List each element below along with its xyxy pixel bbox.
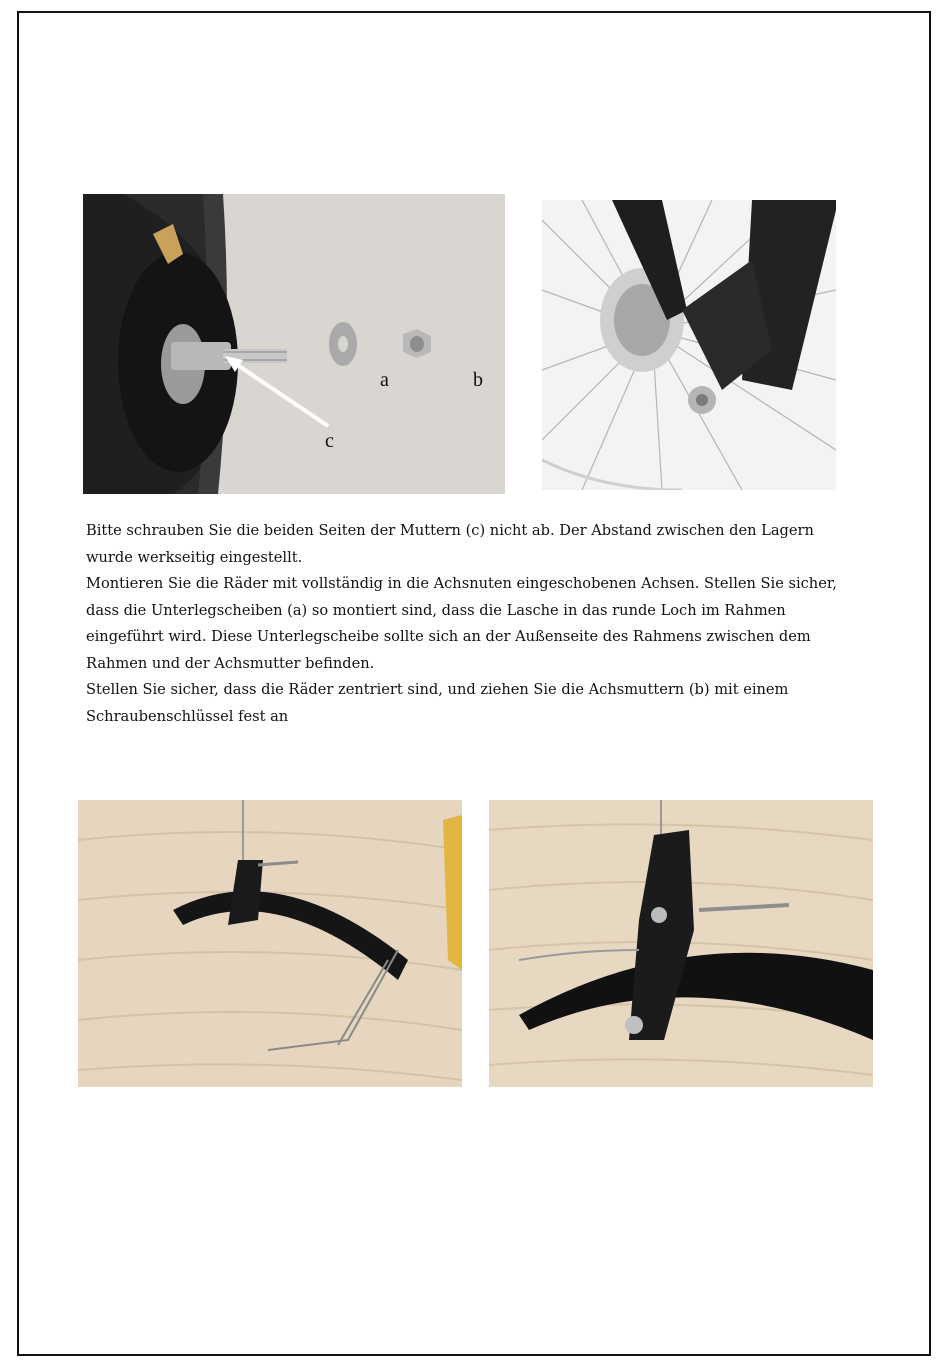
fender-brake-photo bbox=[78, 800, 462, 1087]
assembly-instructions bbox=[86, 518, 846, 730]
label-nut-b: b bbox=[473, 369, 483, 391]
instruction-washers: Montieren Sie die Räder mit vollständig in die Achsnuten eingeschobenen Achsen. Stellen Sie sicher, dass die Unterlegscheiben (a) so montiert sind, dass die Lasche in das runde Loch im Rahmen eingeführt wird. Diese Unterlegscheibe sollte sich an der Außenseite des Rahmens zwischen dem Rahmen und der Achsmutter befinden. bbox=[86, 575, 837, 672]
instruction-nuts: Bitte schrauben Sie die beiden Seiten der Muttern (c) nicht ab. Der Abstand zwischen den Lagern wurde werkseitig eingestellt. bbox=[86, 522, 814, 566]
label-nuts-c: c bbox=[325, 430, 334, 452]
fork-hub-photo bbox=[542, 200, 836, 490]
instruction-tighten: Stellen Sie sicher, dass die Räder zentriert sind, und ziehen Sie die Achsmuttern (b) mit einem Schraubenschlüssel fest an bbox=[86, 681, 789, 725]
label-washer-a: a bbox=[380, 369, 389, 391]
brake-closeup-photo bbox=[489, 800, 873, 1087]
wheel-axle-photo bbox=[83, 194, 505, 494]
